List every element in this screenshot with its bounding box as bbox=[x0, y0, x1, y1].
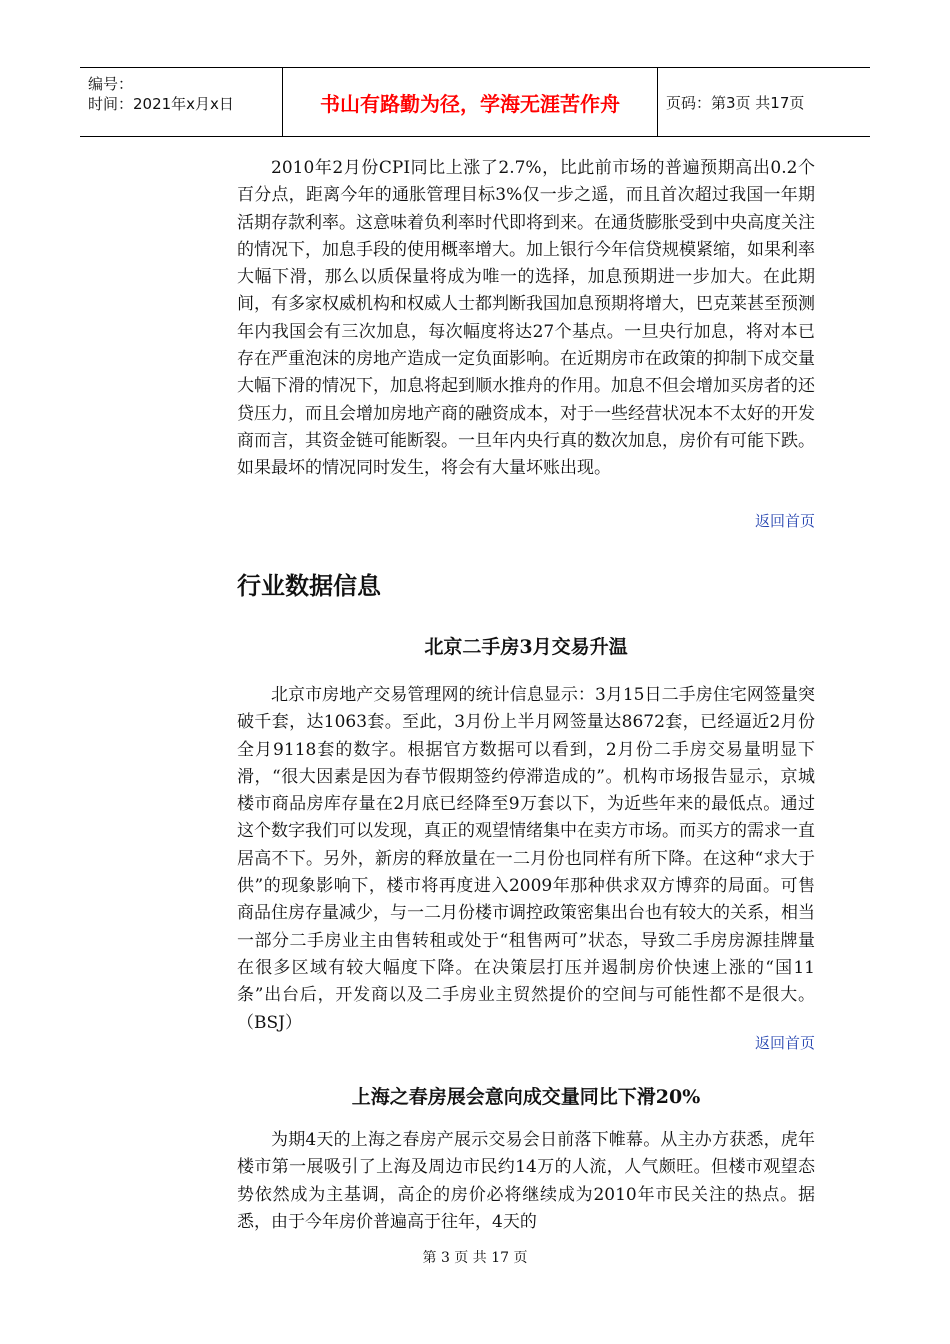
article1-body bbox=[237, 682, 815, 1037]
number-label: 编号： bbox=[88, 75, 134, 93]
article2-paragraph: 为期4天的上海之春房产展示交易会日前落下帷幕。从主办方获悉，虎年楼市第一展吸引了上海及周边市民约14万的人流，人气颇旺。但楼市观望态势依然成为主基调，高企的房价必将继续成为2010年市民关注的热点。据悉，由于今年房价普遍高于往年，4天的 bbox=[237, 1130, 815, 1232]
page-footer: 第 3 页 共 17 页 bbox=[422, 1250, 528, 1266]
article2-title: 上海之春房展会意向成交量同比下滑20% bbox=[351, 1086, 701, 1108]
section1-body bbox=[237, 155, 815, 483]
section-heading: 行业数据信息 bbox=[237, 572, 381, 600]
header-motto: 书山有路勤为径，学海无涯苦作舟 bbox=[282, 68, 658, 136]
header-page-info: 页码：第3页 共17页 bbox=[666, 93, 805, 112]
article1-title: 北京二手房3月交易升温 bbox=[424, 636, 628, 658]
back-home-link-2[interactable]: 返回首页 bbox=[754, 1034, 815, 1052]
article1-paragraph: 北京市房地产交易管理网的统计信息显示：3月15日二手房住宅网签量突破千套，达1063套。至此，3月份上半月网签量达8672套，已经逼近2月份全月9118套的数字。根据官方数据可以看到，2月份二手房交易量明显下滑，“很大因素是因为春节假期签约停滞造成的”。机构市场报告显示，京城楼市商品房库存量在2月底已经降至9万套以下，为近些年来的最低点。通过这个数字我们可以发现，真正的观望情绪集中在卖方市场。而买方的需求一直居高不下。另外，新房的释放量在一二月份也同样有所下降。在这种“求大于供”的现象影响下，楼市将再度进入2009年那种供求双方博弈的局面。可售商品住房存量减少，与一二月份楼市调控政策密集出台也有较大的关系，相当一部分二手房业主由售转租或处于“租售两可”状态，导致二手房房源挂牌量在很多区域有较大幅度下降。在决策层打压并遏制房价快速上涨的“国11条”出台后，开发商以及二手房业主贸然提价的空间与可能性都不是很大。（BSJ） bbox=[237, 685, 815, 1033]
page-header bbox=[80, 67, 870, 137]
header-meta bbox=[80, 68, 282, 136]
date-label: 时间：2021年x月x日 bbox=[88, 95, 234, 113]
section1-paragraph: 2010年2月份CPI同比上涨了2.7%，比此前市场的普遍预期高出0.2个百分点，距离今年的通胀管理目标3%仅一步之遥，而且首次超过我国一年期活期存款利率。这意味着负利率时代即将到来。在通货膨胀受到中央高度关注的情况下，加息手段的使用概率增大。加上银行今年信贷规模紧缩，如果利率大幅下滑，那么以质保量将成为唯一的选择，加息预期进一步加大。在此期间，有多家权威机构和权威人士都判断我国加息预期将增大，巴克莱甚至预测年内我国会有三次加息，每次幅度将达27个基点。一旦央行加息，将对本已存在严重泡沫的房地产造成一定负面影响。在近期房市在政策的抑制下成交量大幅下滑的情况下，加息将起到顺水推舟的作用。加息不但会增加买房者的还贷压力，而且会增加房地产商的融资成本，对于一些经营状况本不太好的开发商而言，其资金链可能断裂。一旦年内央行真的数次加息，房价有可能下跌。如果最坏的情况同时发生，将会有大量坏账出现。 bbox=[237, 158, 815, 479]
article2-body bbox=[237, 1127, 815, 1236]
back-home-link-1[interactable]: 返回首页 bbox=[754, 512, 815, 530]
